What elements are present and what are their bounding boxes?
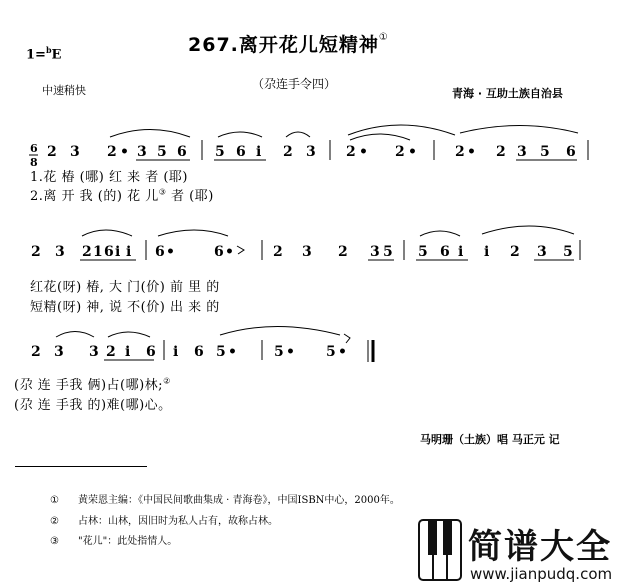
note: 6 [146,344,156,360]
performer-credit: 马明珊（土族）唱 马正元 记 [420,433,560,446]
note: 5 [274,344,284,360]
note: i [126,244,132,260]
lyric-line-2a: 红花(呀) 椿, 大 门(价) 前 里 的 [30,280,220,295]
note-dot: • [225,244,234,260]
footnote-2: ② 占林：山林，因旧时为私人占有，故称占林。 [50,516,278,527]
score-line-1 [47,125,588,160]
note: 3 [55,244,65,260]
note: 2 [455,144,465,160]
note: i [173,344,179,360]
slur [220,327,340,336]
note: 2 [31,344,41,360]
note: 3 [306,144,316,160]
slur [108,332,150,337]
lyric-line-1b: 2.离 开 我 (的) 花 儿③ 者 (耶) [30,187,214,204]
key-signature: 1=$^b$E [26,45,62,63]
score-line-3 [31,327,373,363]
note: 3 [137,144,147,160]
slur [110,130,190,138]
lyric-line-2b: 短精(呀) 神, 说 不(价) 出 来 的 [30,300,220,315]
note: 6 [177,144,187,160]
note: 6 [566,144,576,160]
lyric-line-3b: (尕 连 手我 的)难(哪)心。 [14,398,172,413]
note: 6 [440,244,450,260]
note: 3 [54,344,64,360]
note: 6 [104,244,114,260]
note: 3 [302,244,312,260]
note: 3 [537,244,547,260]
note: 6 [155,244,165,260]
note-dot: • [120,144,129,160]
slur [350,134,410,140]
note: 2 [338,244,348,260]
site-watermark [418,515,618,587]
note: 3 [517,144,527,160]
note: 2 [273,244,283,260]
note: 5 [215,144,225,160]
note-dot: • [338,344,347,360]
note: 5 [326,344,336,360]
note-dot: • [359,144,368,160]
note: 2 [47,144,57,160]
note: 5 [216,344,226,360]
note: i [484,244,490,260]
slur [348,125,455,135]
region-label: 青海 · 互助土族自治县 [452,87,563,100]
piano-keys-icon [418,519,462,581]
lyric-footnote-mark: ③ [158,187,167,197]
slur [82,230,132,236]
note: i [115,244,121,260]
note: 2 [82,244,92,260]
note: 3 [89,344,99,360]
note: 2 [283,144,293,160]
time-sig-top: 6 [30,142,38,155]
note-dot: • [467,144,476,160]
lyric-line-3a: (尕 连 手我 俩)占(哪)林;② [14,376,171,393]
note: 3 [370,244,380,260]
note: 5 [418,244,428,260]
lyric-line-1a: 1.花 椿 (哪) 红 来 者 (耶) [30,170,188,185]
note-dot: • [286,344,295,360]
note-dot: • [166,244,175,260]
slur [286,132,310,137]
breath-mark [344,334,350,343]
footnote-1: ① 黄荣恩主编：《中国民间歌曲集成 · 青海卷》，中国ISBN中心，2000年。 [50,495,400,506]
note: 6 [214,244,224,260]
slur [56,332,94,338]
note: 6 [194,344,204,360]
lyric-footnote-mark: ② [163,376,171,386]
slur [420,231,460,236]
note: 2 [346,144,356,160]
note: i [256,144,262,160]
note: 5 [157,144,167,160]
note: i [125,344,131,360]
slur [158,230,228,236]
slur [218,132,262,137]
note: 2 [496,144,506,160]
time-sig-bottom: 8 [30,156,38,169]
footnote-divider [15,466,147,467]
title-footnote-mark: ① [378,31,389,43]
note-dot: • [228,344,237,360]
note: 2 [395,144,405,160]
note: 2 [107,144,117,160]
watermark-url: www.jianpudq.com [470,565,613,583]
watermark-name: 简谱大全 [468,527,612,567]
note: 5 [563,244,573,260]
note-dot: • [408,144,417,160]
note: 6 [236,144,246,160]
note: 2 [106,344,116,360]
score-line-2 [31,226,580,260]
note: 1 [93,244,103,260]
slur [460,126,578,134]
note: 5 [540,144,550,160]
note: i [458,244,464,260]
tempo-marking: 中速稍快 [42,84,86,97]
note: 5 [383,244,393,260]
song-title: 267.离开花儿短精神① [188,31,389,56]
song-subtitle: （尕连手令四） [252,77,337,91]
note: 3 [70,144,80,160]
note: 2 [31,244,41,260]
footnote-3: ③ "花儿"：此处指情人。 [50,536,178,547]
note: 2 [510,244,520,260]
slur [482,226,574,234]
breath-mark [237,246,244,254]
